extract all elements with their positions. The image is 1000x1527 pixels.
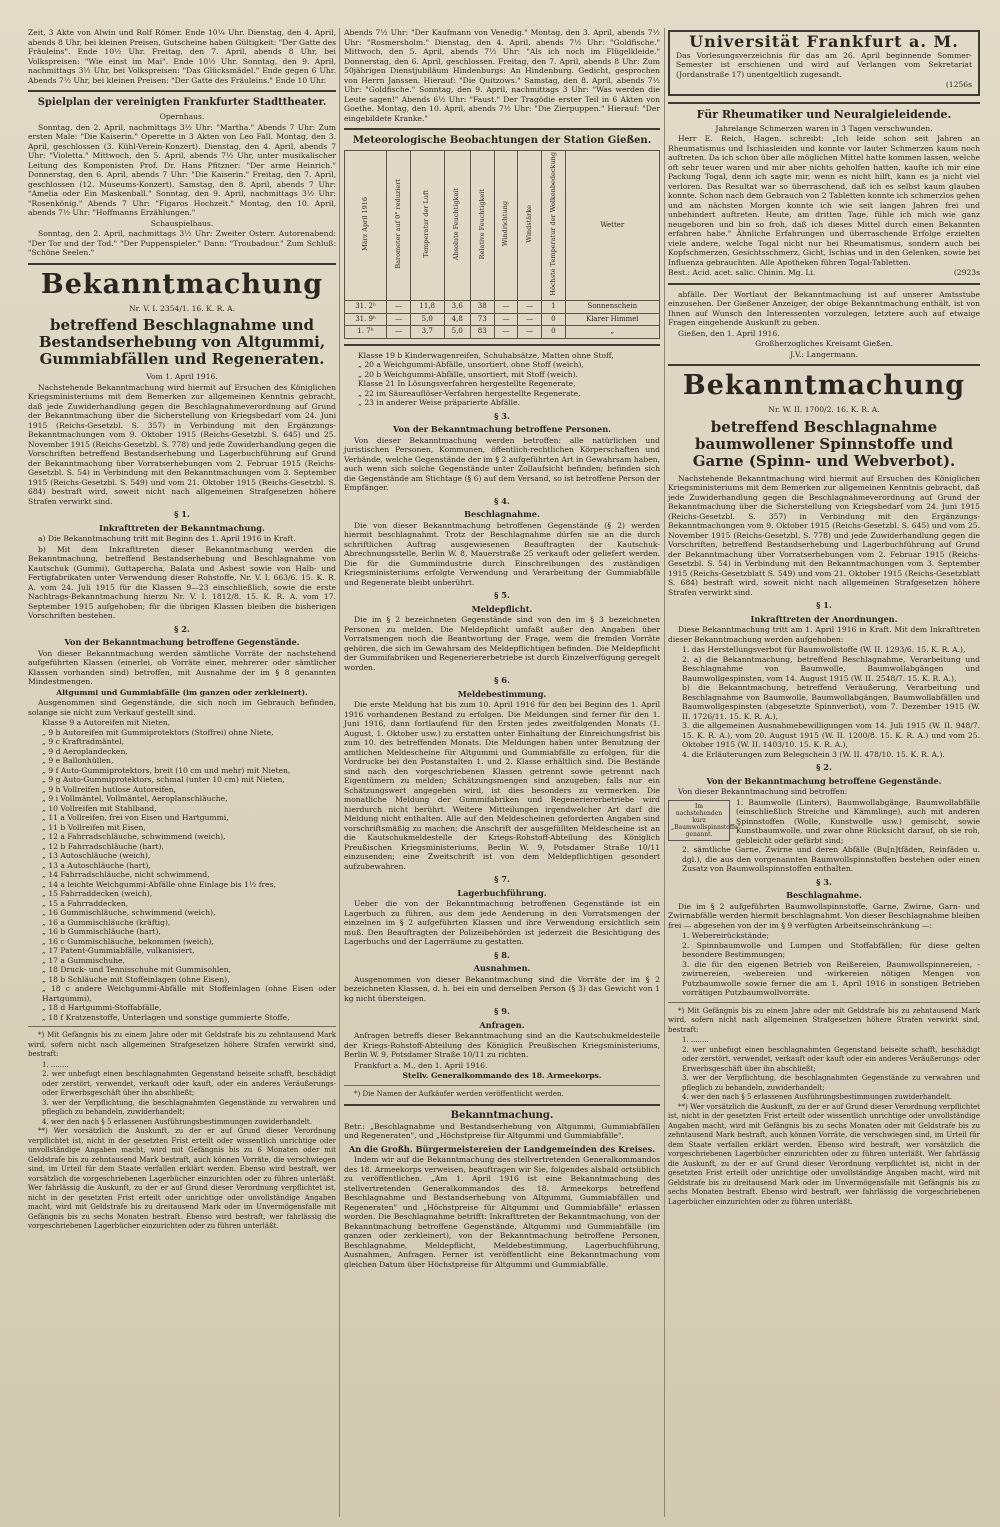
university-ad — [668, 30, 980, 96]
table-header: Höchste Temperatur der Wolkenbedeckung — [541, 151, 565, 301]
class-item: „ 23 in anderer Weise präparierte Abfälle. — [358, 398, 521, 408]
section-title: Inkrafttreten der Bekanntmachung. — [99, 522, 265, 533]
footnote-item: 4. wer den nach § 5 erlassenen Ausführungsbestimmungen zuwiderhandelt. — [682, 1093, 952, 1101]
section-title: Meldepflicht. — [471, 603, 533, 614]
footnote — [668, 1007, 980, 1208]
class-item: „ 18 Druck- und Tennisschuhe mit Gummisohlen, — [42, 965, 232, 974]
notice-intro: Nachstehende Bekanntmachung wird hiermit auf Ersuchen des Königlichen Kriegsministeriums mit dem Bemerken zur allgemeinen Kenntnis gebracht, daß jede Zuwiderhandlung gegen die Beschlagnahmeverordnung auf Grund der Bekanntmachung über die Sicherstellung von Kriegsbedarf vom 24. Juni 1915 (Reichs-Gesetzbl. S. 357) in Verbindung mit den Ergänzungs-Bekanntmachungen vom 9. Oktober 1915 (Reichs-Gesetzbl. S. 645) und vom 25. November 1915 (Reichs-Gesetzbl. S. 778) und jede Zuwiderhandlung gegen die Vorschriften, betreffend Bestandserhebung und Lagerbuchführung auf Grund der Bekanntmachung über Vorratserhebungen vom 2. Februar 1915 (Reichs-Gesetzbl. S. 54) in Verbindung mit den Bekanntmachungen vom 3. September 1915 (Reichs-Gesetzblatt S. 549) und vom 21. Oktober 1915 (Reichs-Gesetzblatt S. 684) bestraft wird, soweit nicht nach allgemeinen Strafgesetzen höhere Strafen verwirkt sind. — [668, 473, 980, 597]
column-rule — [339, 28, 340, 1517]
class-item: Klasse 21 In Lösungsverfahren hergestellte Regenerate, — [358, 379, 576, 389]
table-header: März April 1916 — [345, 151, 387, 301]
table-row: 31. 9ʰ — 5,0 4,8 73 — — 0 Klarer Himmel — [345, 313, 660, 326]
class-item: „ 9 f Auto-Gummiprotektors, breit (10 cm und mehr) mit Nieten, — [42, 765, 291, 775]
footnote-text: *) Mit Gefängnis bis zu einem Jahre oder mit Geldstrafe bis zu zehntausend Mark wird, sofern nicht nach allgemeinen Strafgesetzen höhere Strafen verwirkt sind, bestraft: — [668, 1006, 980, 1034]
divider — [344, 1104, 660, 1106]
altgummi-heading: Altgummi und Gummiabfälle (im ganzen oder zerkleinert). — [56, 687, 308, 697]
class-item: „ 9 d Aeroplandecken, — [42, 746, 128, 756]
class-item: „ 9 e Ballonhüllen, — [42, 756, 114, 765]
class-list — [28, 718, 336, 1022]
opernhaus-heading: Opernhaus. — [159, 112, 205, 121]
footnote-text: *) Mit Gefängnis bis zu einem Jahre oder mit Geldstrafe bis zu zehntausend Mark wird, sofern nicht nach allgemeinen Strafgesetzen höhere Strafen verwirkt sind, bestraft: — [28, 1031, 336, 1058]
class-item: „ 20 a Weichgummi-Abfälle, unsortiert, ohne Stoff (weich), — [358, 360, 584, 370]
section-title: Von der Bekanntmachung betroffene Personen. — [392, 424, 612, 435]
class-item: „ 17 Patent-Gummiabfälle, vulkanisiert, — [42, 946, 195, 955]
table-row: 31. 2ʰ — 11,8 3,6 38 — — 1 Sonnenschein — [345, 301, 660, 314]
divider — [344, 1085, 660, 1086]
column-right — [668, 28, 980, 1208]
notice-addressee: An die Großh. Bürgermeistereien der Landgemeinden des Kreises. — [348, 1143, 656, 1154]
list-item: 2. Spinnbaumwolle und Lumpen und Stoffabfällen; für diese gelten besondere Bestimmungen; — [682, 940, 980, 959]
class-item: „ 16 c Gummischläuche, bekommen (weich), — [42, 936, 214, 946]
weather-table — [344, 150, 660, 339]
signature-name: J.V.: Langermann. — [790, 349, 858, 359]
exemption-list — [668, 931, 980, 998]
class-item: Klasse 19 b Kinderwagenreifen, Schuhabsätze, Matten ohne Stoff, — [358, 350, 614, 360]
section-number: § 6. — [494, 675, 510, 686]
class-item: „ 14 Fahrradschläuche, nicht schwimmend, — [42, 870, 210, 879]
section-text: Die im § 2 aufgeführten Baumwollspinnstoffe, Garne, Zwirne, Garn- und Zwirnabfälle werden hiermit beschlagnahmt. Von dieser Beschlagnahme bleiben frei — abgesehen von der im § 9 verfügten Arbeitseinschränkung —: — [668, 901, 980, 930]
signature-org: Stellv. Generalkommando des 18. Armeekorps. — [402, 1071, 602, 1081]
class-item: „ 9 i Vollmäntel, Vollmäntel, Aeroplanschläuche, — [42, 794, 228, 803]
notice-text: Indem wir auf die Bekanntmachung des stellvertretenden Generalkommandos des 18. Armeekorps verweisen, beauftragen wir Sie, folgendes alsbald ortsüblich zu veröffentlichen. „Am 1. April 1916 ist eine Bekanntmachung des stellvertretenden Generalkommandos des 18. Armeekorps betreffend Beschlagnahme und Bestandserhebung von Altgummi, Gummiabfällen und Regeneraten" und „Höchstpreise für Altgummi und Gummiabfälle" erlassen worden. Die Beschlagnahme betrifft: Inkrafttreten der Bekanntmachung, von der Bekanntmachung betroffene Gegenstände, Altgummi und Gummiabfälle (im ganzen oder zerkleinert), von der Bekanntmachung betroffene Personen, Beschlagnahme, Meldepflicht, Meldebestimmung, Lagerbuchführung, Ausnahmen, Anfragen. Ferner ist veröffentlicht eine Bekanntmachung vom gleichen Datum über Höchstpreise für Altgummi und Gummiabfälle. — [344, 1155, 660, 1269]
class-item: „ 14 a leichte Weichgummi-Abfälle ohne Einlage bis 1½ fres, — [42, 879, 276, 889]
university-text: Das Vorlesungsverzeichnis für das am 26. April beginnende Sommer-Semester ist erschienen und wird auf Verlangen vom Sekretariat (Jordanstraße 17) unentgeltlich zugesandt. — [676, 50, 972, 79]
section-number: § 7. — [494, 874, 510, 885]
notice-subject: Betr.: „Beschlagnahme und Bestandserhebung von Altgummi, Gummiabfällen und Regeneraten", und „Höchstpreise für Altgummi und Gummiabfälle". — [344, 1121, 660, 1141]
divider — [28, 263, 336, 265]
class-item: Klasse 9 a Autoreifen mit Nieten, — [42, 718, 171, 727]
table-header: Absolute Feuchtigkeit — [444, 151, 470, 301]
class-item: „ 13 a Autoschläuche (hart), — [42, 860, 151, 870]
section-text: Ausgenommen von dieser Bekanntmachung sind die Vorräte der im § 2 bezeichneten Klassen, d. h. bei ein und derselben Person (§ 3) das Gewicht von 1 kg nicht übersteigen. — [344, 974, 660, 1003]
table-header-row — [345, 151, 660, 301]
section-title: Beschlagnahme. — [786, 890, 862, 900]
class-item: „ 9 g Auto-Gummiprotektors, schmal (unter 10 cm) mit Nieten, — [42, 775, 285, 784]
signature-date: Frankfurt a. M., den 1. April 1916. — [354, 1060, 488, 1070]
list-item: 1. Baumwolle (Linters), Baumwollabgänge, Baumwollabfälle (einschließlich Streiche und Kämmlinge), auch mit anderen Spinnstoffen (Wolle, Kunstwolle usw.) gemischt, sowie Kunstbaumwolle, und zwar ohne Rücksicht darauf, ob sie roh, gebleicht oder gefärbt sind; — [736, 797, 980, 845]
rheuma-title: Für Rheumatiker und Neuralgieleidende. — [696, 107, 952, 121]
footnote-item: 1. ........ — [42, 1060, 69, 1069]
list-item: b) die Bekanntmachung, betreffend Veräußerung, Verarbeitung und Beschlagnahme von Baumwolle, Baumwollabgängen, Baumwollabfällen und Baumwollgespinsten (abgesetzte Spinnverbot), vom 7. Dezember 1915 (W. II. 1726/11. 15. K. R. A.), — [682, 683, 980, 721]
divider — [28, 1026, 336, 1027]
list-item: 3. die für den eigenen Betrieb von Reißereien, Baumwollspinnereien, -zwirnereien, -webereien und -wirkereien nötigen Mengen von Putzbaumwolle sowie ferner die am 1. April 1916 in sonstigen Betrieben vorrätigen Putzbaumwollvorräte. — [682, 959, 980, 997]
section-number: § 1. — [174, 509, 190, 519]
class-item: „ 16 b Gummischläuche (hart), — [42, 927, 161, 936]
section-text: b) Mit dem Inkrafttreten dieser Bekanntmachung werden die Bekanntmachung, betreffend Bestandserhebung und Beschlagnahme von Kautschuk (Gummi), Guttapercha, Balata und Asbest sowie von Halb- und Fertigfabrikaten unter Verwendung dieser Rohstoffe, Nr. V. I. 663/6. 15. K. R. A. vom 24. Juli 1915 für die Klassen 9—23 einschließlich, sowie die erste Nachtrags-Bekanntmachung hierzu Nr. V. I. 1812/8. 15. K. R. A. vom 17. September 1915 aufgehoben; für die übrigen Klassen bleiben die bisherigen Vorschriften bestehen. — [28, 544, 336, 620]
divider — [668, 102, 980, 104]
class-item: „ 20 b Weichgummi-Abfälle, unsortiert, mit Stoff (weich). — [358, 369, 578, 379]
rheuma-text: Herr E. Reich, Hagen, schreibt: „Ich leide schon seit Jahren an Rheumatismus und Ischiasleiden und konnte vor lauter Schmerzen kaum noch auftreten. Da ich schon über alle möglichen Mittel hatte kommen lassen, welche oft sehr teuer waren und mir aber nichts geholfen hatten, kaufte ich mir eine Packung Togal, denn ich sagte mir, wenn es nicht hilft, kann es ja nicht viel verloren. Das Resultat war so überraschend, daß ich es selbst kaum glauben konnte. Schon nach dem Gebrauch von 2 Tabletten konnte ich schmerzlos gehen und am nächsten Morgen konnte ich wie seit langen Jahren frei und unbehindert auftreten. Heute, am dritten Tage, fühle ich mich wie ganz neugeboren und bin so froh, daß ich dieses Mittel durch einen Bekannten erfahren habe." Ähnliche Erfahrungen und überraschende Erfolge erzielten viele andere, welche Togal nicht nur bei Rheumatismus, sondern auch bei Kopfschmerzen, Gesichtsschmerz, Gicht, Ischias und in den Gelenken, sowie bei Influenza gebrauchten. Alle Apotheken führen Togal-Tabletten. — [668, 134, 980, 267]
table-header: Windrichtung — [494, 151, 518, 301]
section-text: a) Die Bekanntmachung tritt mit Beginn des 1. April 1916 in Kraft. — [38, 534, 296, 543]
divider — [344, 128, 660, 130]
section-number: § 4. — [494, 495, 510, 506]
repeal-list — [668, 645, 980, 759]
footnote-text: *) Die Namen der Aufkäufer werden veröffentlicht werden. — [354, 1089, 564, 1098]
footnote-item: 4. wer den nach § 5 erlassenen Ausführungsbestimmungen zuwiderhandelt. — [42, 1117, 312, 1126]
section-title: Ausnahmen. — [473, 963, 531, 974]
section-title: Lagerbuchführung. — [457, 887, 547, 898]
class-item: „ 9 b Autoreifen mit Gummiprotektors (Stoffrei) ohne Niete, — [42, 727, 274, 737]
column-middle — [344, 28, 660, 1270]
class-item: „ 18 f Kratzenstoffe, Unterlagen und sonstige gummierte Stoffe, — [42, 1012, 290, 1022]
class-item: „ 18 c andere Weichgummi-Abfälle mit Stoffeinlagen (ohne Eisen oder Hartgummi), — [42, 984, 336, 1003]
rheuma-footer: Best.: Acid. acet. salic. Chinin. Mg. Li. (2923s — [668, 268, 980, 277]
footnote-item: 2. wer unbefugt einen beschlagnahmten Gegenstand beiseite schafft, beschädigt oder zerstört, verwendet, verkauft oder kauft oder ein anderes Veräußerungs- oder Erwerbsgeschäft über ihn abschließt; — [682, 1045, 980, 1073]
section-text: Anfragen betreffs dieser Bekanntmachung sind an die Kautschukmeldestelle der Kriegs-Rohstoff-Abteilung des Königlich Preußischen Kriegsministeriums, Berlin W. 9, Potsdamer Straße 10/11 zu richten. — [344, 1031, 660, 1060]
section-number: § 2. — [174, 623, 190, 634]
section-title: Meldebestimmung. — [457, 688, 547, 699]
table-row: 1. 7ʰ — 3,7 5,0 83 — — 0 „ — [345, 326, 660, 339]
section-title: Inkrafttreten der Anordnungen. — [750, 613, 898, 624]
section-number: § 1. — [816, 600, 832, 610]
table-header: Relative Feuchtigkeit — [470, 151, 494, 301]
footnote-item: 2. wer unbefugt einen beschlagnahmten Gegenstand beiseite schafft, beschädigt oder zerstört, verwendet, verkauft oder kauft, oder ein anderes Veräußerungs- oder Erwerbsgeschäft über ihn abschließt; — [42, 1070, 336, 1097]
notice-number: Nr. W. II. 1700/2. 16. K. R. A. — [768, 405, 880, 414]
class-item: „ 17 a Gummischuhe, — [42, 955, 125, 965]
class-item: „ 16 Gummischläuche, schwimmend (weich), — [42, 908, 216, 917]
class-item: „ 12 a Fahrradschläuche, schwimmend (weich), — [42, 832, 226, 841]
list-item: 2. a) die Bekanntmachung, betreffend Beschlagnahme, Verarbeitung und Beschlagnahme von Baumwolle, Baumwollabgängen und Baumwollgespinsten, vom 14. August 1915 (W. II. 2548/7. 15. K. R. A.), — [682, 654, 980, 683]
notice-title: Bekanntmachung — [682, 370, 966, 401]
list-item: 1. das Herstellungsverbot für Baumwollstoffe (W. II. 1293/6. 15. K. R. A.), — [682, 645, 966, 654]
class-item: „ 13 Autoschläuche (weich), — [42, 851, 151, 860]
ad-code: (1256s — [945, 80, 972, 89]
footnote-text: **) Wer vorsätzlich die Auskunft, zu der er auf Grund dieser Verordnung verpflichtet ist, nicht in der gesetzten Frist erteilt oder wissentlich unrichtige oder unvollständige Angaben macht, wird mit Gefängnis bis zu sechs Monaten oder mit Geldstrafe bis zu zehntausend Mark bestraft, auch können Vorräte, die verschwiegen sind, im Urteil für dem Staate verfallen erklärt werden. Ebenso wird bestraft, wer vorsätzlich die vorgeschriebenen Lagerbücher einzurichten oder zu führen unterläßt. Wer fahrlässig die Auskunft, zu der er auf Grund dieser Verordnung verpflichtet ist, nicht in der gesetzten Frist erteilt oder unrichtige oder unvollständige Angaben macht, wird mit Geldstrafe bis zu dreitausend Mark oder im Unvermögensfalle mit Gefängnis bis zu sechs Monaten bestraft. Ebenso wird bestraft, wer fahrlässig die vorgeschriebenen Lagerbücher einzurichten oder zu führen unterläßt. — [668, 1102, 980, 1206]
notice-subject: betreffend Beschlagnahme baumwollener Spinnstoffe und Garne (Spinn- und Webverbot). — [692, 417, 956, 470]
section-title: Beschlagnahme. — [464, 509, 540, 520]
list-item: 2. sämtliche Garne, Zwirne und deren Abfälle (Bu[n]tfäden, Reinfäden u. dgl.), die aus den vorgenannten Baumwollspinnstoffen bestehen oder einen Zusatz von Baumwollspinnstoffen enthalten. — [682, 845, 980, 873]
footnote-item: 3. wer der Verpflichtung, die beschlagnahmten Gegenstände zu verwahren und pfleglich zu behandeln, zuwiderhandelt; — [42, 1098, 336, 1116]
section-number: § 2. — [816, 762, 832, 772]
section-text: Die erste Meldung hat bis zum 10. April 1916 für den bei Beginn des 1. April 1916 vorhandenen Bestand zu erfolgen. Die Meldungen sind ferner für den 1. Juni 1916, dann fortlaufend für den Ersten jedes zweitfolgenden Monats (1. August, 1. Oktober usw.) zu erstatten unter Einhaltung der Einreichungsfrist bis zum 10. des betreffenden Monats. Die Meldungen haben unter Benutzung der amtlichen Meldescheine für Altgummi und Gummiabfälle zu erfolgen, für die Vordrucke bei den Postanstalten 1. und 2. Klasse erhältlich sind. Die Bestände sind nach den vorgeschriebenen Klassen getrennt sowie getrennt nach Eigentümern zu melden; Schätzungsmengen sind anzugeben; falls nur ein Schätzungswert angegeben wird, ist dies besonders zu vermerken. Die monatliche Meldung der Gummifabriken und Regeneriererbetriebe wird hierdurch nicht berührt. Weitere Mitteilungen irgendwelcher Art darf die Meldung nicht enthalten. Alle auf den Meldescheinen geforderten Angaben sind vorschriftsmäßig zu machen; die Anschrift der ausgefüllten Meldescheine ist an die Kautschukmeldestelle der Kriegs-Rohstoff-Abteilung des Königlich Preußischen Kriegsministeriums, Berlin W. 9, Potsdamer Straße 10/11 einzusenden; eine Zweitschrift ist von dem Meldepflichtigen gesondert aufzubewahren. — [344, 700, 660, 871]
divider — [344, 344, 660, 346]
divider — [28, 90, 336, 92]
notice-date: Vom 1. April 1916. — [146, 372, 218, 381]
section-text: Von dieser Bekanntmachung werden sämtliche Vorräte der nachstehend aufgeführten Klassen (einerlei, ob Vorräte einer, mehrerer oder sämtlicher Klassen vorhanden sind) betroffen, mit Ausnahme der im § 8 genannten Mindestmengen. — [28, 648, 336, 686]
class-item: „ 22 im Säureauflöser-Verfahren hergestellte Regenerate, — [358, 388, 581, 398]
footnote — [28, 1031, 336, 1232]
ad-code: (2923s — [953, 268, 980, 277]
class-item: „ 16 a Gummischläuche (kräftig), — [42, 917, 171, 927]
notice-intro: Nachstehende Bekanntmachung wird hiermit auf Ersuchen des Königlichen Kriegsministeriums mit dem Bemerken zur allgemeinen Kenntnis gebracht, daß jede Zuwiderhandlung gegen die Beschlagnahmeverordnung auf Grund der Bekanntmachung über die Sicherstellung von Kriegsbedarf vom 24. Juni 1915 (Reichs-Gesetzbl. S. 357) in Verbindung mit den Ergänzungs-Bekanntmachungen vom 9. Oktober 1915 (Reichs-Gesetzbl. S. 645) und 25. November 1915 (Reichs-Gesetzbl. S. 778) und jede Zuwiderhandlung gegen die Vorschriften betreffend Bestandserhebung und Lagerbuchführung auf Grund der Bekanntmachung über Vorratserhebungen vom 2. Februar 1915 (Reichs-Gesetzbl. S. 54) in Verbindung mit den Bekanntmachungen vom 3. September 1915 (Reichs-Gesetzbl. S. 549) und vom 21. Oktober 1915 (Reichs-Gesetzbl. S. 684) bestraft wird, soweit nicht nach allgemeinen Strafgesetzen höhere Strafen verwirkt sind. — [28, 382, 336, 506]
class-item: „ 12 b Fahrradschläuche (hart), — [42, 841, 164, 851]
list-item: 4. die Erläuterungen zum Belegschein 3 (W. II. 478/10. 15. K. R. A.). — [682, 749, 945, 759]
section-title: Von der Bekanntmachung betroffene Gegenstände. — [64, 637, 300, 647]
column-rule — [664, 28, 665, 1517]
table-header: Barometer auf 0° reduziert — [387, 151, 411, 301]
inset-box: Im nachstehenden kurz „Baumwollspinnstoffe" genannt. — [668, 800, 730, 841]
footnote-text: **) Wer vorsätzlich die Auskunft, zu der er auf Grund dieser Verordnung verpflichtet ist, nicht in der gesetzten Frist erteilt oder wissentlich unrichtige oder unvollständige Angaben macht, wird mit Gefängnis bis zu 6 Monaten oder mit Geldstrafe bis zu zehntausend Mark bestraft, auch können Vorräte, die verschwiegen sind, im Urteil für dem Staate verfallen erklärt werden. Ebenso wird bestraft, wer vorsätzlich die vorgeschriebenen Lagerbücher einzurichten oder zu führen unterläßt. Wer fahrlässig die Auskunft, zu der er auf Grund dieser Verordnung verpflichtet ist, nicht in der gesetzten Frist erteilt oder unrichtige oder unvollständige Angaben macht, wird mit Geldstrafe bis zu dreitausend Mark oder im Unvermögensfalle mit Gefängnis bis zu sechs Monaten bestraft. Ebenso wird bestraft, wer fahrlässig die vorgeschriebenen Lagerbücher einzurichten oder zu führen unterläßt. — [28, 1127, 336, 1230]
class-list — [344, 351, 660, 408]
section-number: § 3. — [816, 876, 832, 887]
theater-text: Zeit, 3 Akte von Alwin und Rolf Römer. Ende 10¼ Uhr. Dienstag, den 4. April, abends 8 Uhr, bei kleinen Preisen, Gutscheine haben Gültigkeit: "Der Gatte des Fräuleins". Ende 10½ Uhr. Freitag, den 7. April, abends 8 Uhr, bei Volkspreisen: "Wie einst im Mai". Ende 10½ Uhr. Sonntag, den 9. April, nachmittags 3½ Uhr, bei Volkspreisen: "Das Glücksmädel." Ende gegen 6 Uhr. Abends 7½ Uhr, bei kleinen Preisen: "Der Gatte des Fräuleins." Ende 10 Uhr. — [28, 28, 336, 85]
divider — [668, 283, 980, 285]
opern-text: Sonntag, den 2. April, nachmittags 3½ Uhr: "Martha." Abends 7 Uhr: Zum ersten Male: "Die Kaiserin." Operette in 3 Akten von Leo Fall. Montag, den 3. April, geschlossen (3. Kühl-Verein-Konzert). Dienstag, den 4. April, abends 7 Uhr: "Violetta." Mittwoch, den 5. April, abends 7½ Uhr, unter musikalischer Leitung des Komponisten Prof. Dr. Hans Pfitzner: "Der arme Heinrich." Donnerstag, den 6. April, abends 7 Uhr: "Die Kaiserin." Freitag, den 7. April, geschlossen (12. Museums-Konzert). Samstag, den 8. April, abends 7 Uhr: "Amelia oder Ein Maskenball." Sonntag, den 9. April, nachmittags 3½ Uhr: "Rosenkönig." Abends 7 Uhr: "Figaros Hochzeit." Montag, den 10. April, abends 7½ Uhr: "Hoffmanns Erzählungen." — [28, 122, 336, 217]
class-item: „ 15 Fahrraddecken (weich), — [42, 889, 153, 898]
section-text: Ueber die von der Bekanntmachung betroffenen Gegenstände ist ein Lagerbuch zu führen, aus dem jede Aenderung in den Vorratsmengen der einzelnen im § 2 aufgeführten Klassen und ihre Verwendung ersichtlich sein muß. Den Beauftragten der Polizeibehörden ist jederzeit die Besichtigung des Lagerbuchs und der Lagerräume zu gestatten. — [344, 899, 660, 947]
signature-office: Großherzogliches Kreisamt Gießen. — [755, 339, 893, 348]
section-number: § 8. — [494, 949, 510, 960]
list-item: 1. Webereirückstände; — [682, 931, 769, 940]
spielplan-title: Spielplan der vereinigten Frankfurter Stadttheater. — [37, 97, 327, 108]
theater-text: Abends 7½ Uhr: "Der Kaufmann von Venedig." Montag, den 3. April, abends 7½ Uhr: "Rosmersholm." Dienstag, den 4. April, abends 7½ Uhr: "Goldfische." Mittwoch, den 5. April, abends 7½ Uhr: "Als ich noch im Flügelkleide." Donnerstag, den 6. April, geschlossen. Freitag, den 7. April, abends 8 Uhr: Zum 50jährigen Dienstjubiläum Hindenburgs: An Hindenburg. Gedicht, gesprochen von Herrn Janssen. Hierauf: "Die Quitzows." Samstag, den 8. April, abends 7½ Uhr: "Goldfische." Sonntag, den 9. April, nachmittags 3 Uhr: "Was werden die Leute sagen!" Abends 6½ Uhr: "Faust." Der Tragödie erster Teil in 6 Akten von Goethe. Montag, den 10. April, abends 7½ Uhr: "Die Zierpuppen." Hierauf: "Der eingebildete Kranke." — [344, 28, 660, 123]
class-item: „ 18 d Hartgummi-Stoffabfälle, — [42, 1003, 162, 1012]
class-item: „ 11 b Vollreifen mit Eisen, — [42, 822, 146, 832]
class-item: „ 10 Vollreifen mit Stahlband, — [42, 803, 157, 813]
section-title: Anfragen. — [479, 1019, 525, 1030]
table-header: Windstärke — [518, 151, 542, 301]
table-header: Temperatur der Luft — [410, 151, 444, 301]
footnote-list — [668, 1036, 980, 1103]
section-text: Die von dieser Bekanntmachung betroffenen Gegenstände (§ 2) werden hiermit beschlagnahmt. Trotz der Beschlagnahme dürfen sie an die durch schriftlichen Auftrag ausgewiesenen Beauftragten der Kautschuk-Abrechnungsstelle, Berlin W. 8, Mauerstraße 25 verkauft oder geliefert werden. Die für die Gummiindustrie durch Einschreibungen des zuständigen Kriegsministeriums erfolgte Verwendung und Verarbeitung der Gummiabfälle und Regenerate bleibt unberührt. — [344, 520, 660, 587]
class-item: „ 18 b Schläuche mit Stoffeinlagen (ohne Eisen), — [42, 974, 230, 984]
rheuma-subtitle: Jahrelange Schmerzen waren in 3 Tagen verschwunden. — [715, 123, 933, 133]
university-title: Universität Frankfurt a. M. — [689, 32, 959, 51]
column-left — [28, 28, 336, 1233]
class-item: „ 15 a Fahrraddecken, — [42, 898, 129, 908]
class-item: „ 9 c Kraftradmäntel, — [42, 737, 124, 746]
section-text: Diese Bekanntmachung tritt am 1. April 1916 in Kraft. Mit dem Inkrafttreten dieser Bekanntmachung werden aufgehoben: — [668, 625, 980, 644]
divider — [668, 364, 980, 366]
list-item: 3. die allgemeinen Ausnahmebewilligungen vom 14. Juli 1915 (W. II. 948/7. 15. K. R. A.), vom 20. August 1915 (W. II. 1200/8. 15. K. R. A.) und vom 25. Oktober 1915 (W. II. 1403/10. 15. K. R. A.), — [682, 721, 980, 749]
section-text: Ausgenommen sind Gegenstände, die sich noch im Gebrauch befinden, solange sie nicht zum Verkauf gestellt sind. — [28, 698, 336, 717]
signature-date: Gießen, den 1. April 1916. — [678, 328, 780, 338]
weather-title: Meteorologische Beobachtungen der Station Gießen. — [352, 135, 652, 146]
schauspiel-text: Sonntag, den 2. April, nachmittags 3½ Uhr: Zweiter Osterr. Autorenabend: "Der Tor und der Tod." "Der Puppenspieler." Dann: "Troubadour." Zum Schluß: "Schöne Seelen." — [28, 229, 336, 257]
notice-title: Bekanntmachung. — [450, 1110, 554, 1122]
notice-number: Nr. V. I. 2354/1. 16. K. R. A. — [128, 303, 236, 313]
section-text: Die im § 2 bezeichneten Gegenstände sind von den im § 3 bezeichneten Personen zu melden. Die Meldepflicht umfaßt außer den Angaben über Vorratsmengen noch die Beantwortung der Frage, wem die fremden Vorräte gehören, die sich im Gewahrsam des Meldepflichtigen befinden. Die Meldepflicht der Gummifabriken und Regeneriererbetriebe ist durch Einzelverfügung geregelt worden. — [344, 615, 660, 672]
section-number: § 3. — [494, 410, 510, 421]
notice-title: Bekanntmachung — [40, 268, 324, 300]
class-item: „ 11 a Vollreifen, frei von Eisen und Hartgummi, — [42, 813, 229, 822]
footnote-list — [28, 1061, 336, 1128]
table-header: Wetter — [565, 151, 659, 301]
class-item: „ 9 h Vollreifen hutlose Autoreifen, — [42, 784, 177, 794]
section-title: Von der Bekanntmachung betroffene Gegenstände. — [706, 775, 942, 786]
notice-subject: betreffend Beschlagnahme und Bestandserhebung von Altgummi, Gummiabfällen und Regeneraten. — [38, 316, 326, 368]
divider — [668, 1002, 980, 1003]
footnote-item: 1. ........ — [682, 1036, 709, 1044]
section-number: § 5. — [494, 590, 510, 601]
section-number: § 9. — [494, 1006, 510, 1017]
footnote-item: 3. wer der Verpflichtung, die beschlagnahmten Gegenstände zu verwahren und pfleglich zu behandeln, zuwiderhandelt; — [682, 1074, 980, 1092]
section-text: Von dieser Bekanntmachung sind betroffen: — [678, 787, 848, 796]
continuation-text: abfälle. Der Wortlaut der Bekanntmachung ist auf unserer Amtsstube einzusehen. Der Gießener Anzeiger, der obige Bekanntmachung enthält, ist von Ihnen auf Wunsch den Interessenten vorzulegen, letztere auch auf etwaige Fragen eingehende Auskunft zu geben. — [668, 289, 980, 327]
section-text: Von dieser Bekanntmachung werden betroffen: alle natürlichen und juristischen Personen, Kommunen, öffentlich-rechtlichen Körperschaften und Verbände, welche Gegenstände der im § 2 aufgeführten Art in Gewahrsam haben, auch wenn sich solche Gegenstände unter Zollaufsicht befinden; befinden sich die Gegenstände am Stichtage (§ 6) auf dem Versand, so ist betroffene Person der Empfänger. — [344, 435, 660, 493]
schauspiel-heading: Schauspielhaus. — [150, 218, 214, 228]
